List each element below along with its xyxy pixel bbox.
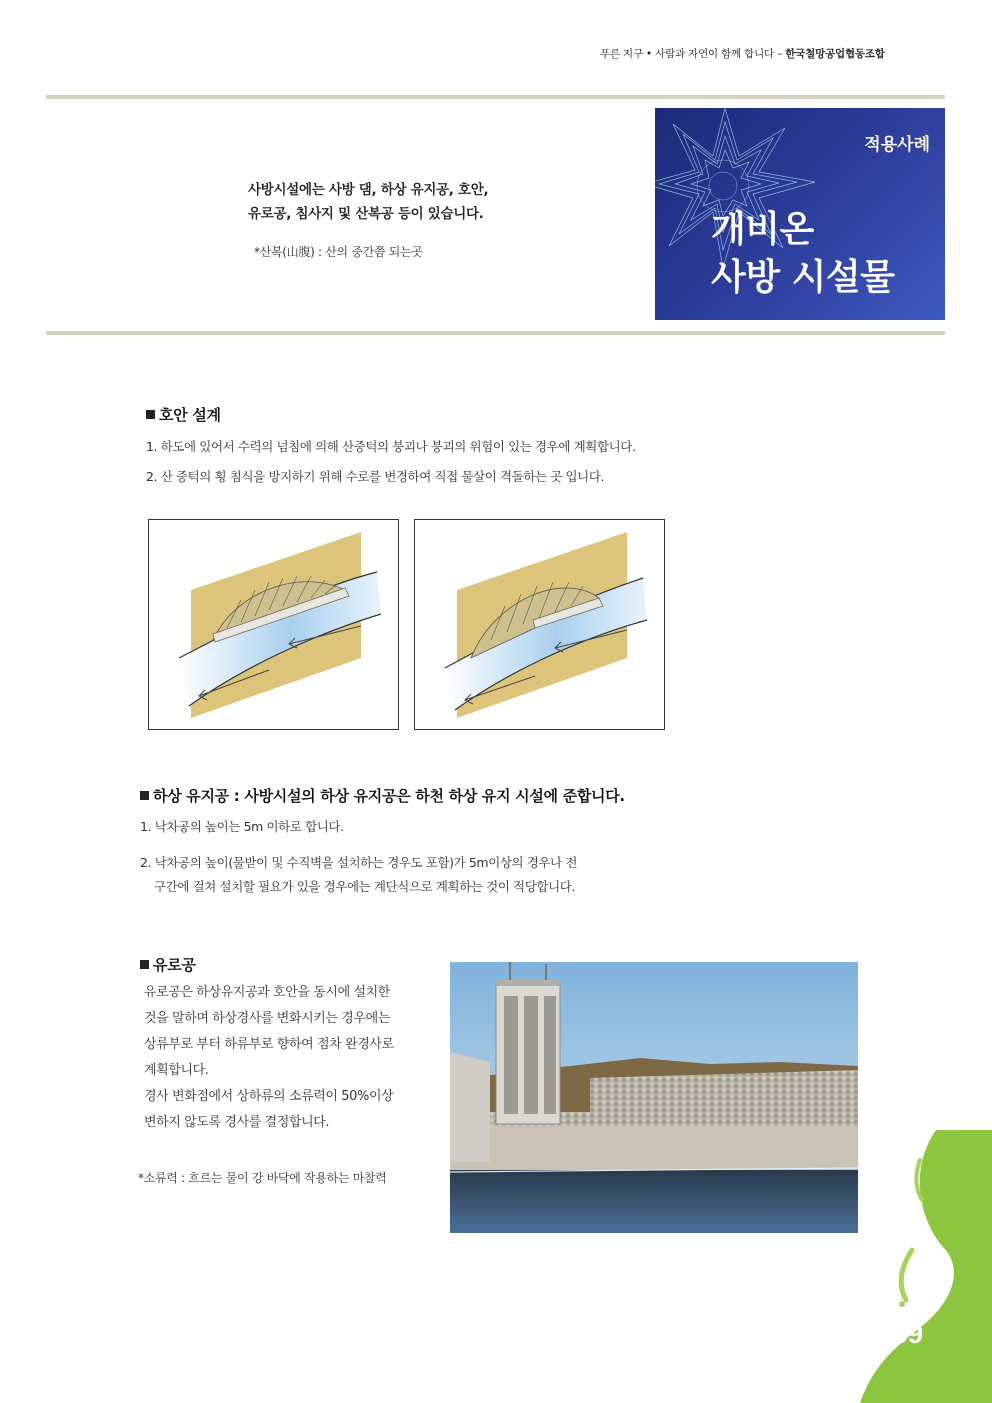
section-heading-text: 유로공 [153, 956, 196, 974]
section3-line: 계획합니다. [144, 1063, 209, 1078]
section3-line: 경사 변화점에서 상하류의 소류력이 50%이상 [144, 1089, 394, 1104]
intro-line-1: 사방시설에는 사방 댐, 하상 유지공, 호안, [248, 182, 489, 198]
section-heading-channel-works [140, 954, 196, 975]
section-heading-text: 호안 설계 [159, 406, 221, 424]
header-tagline-text: 푸른 지구 • 사람과 자연이 함께 합니다 – [600, 48, 783, 60]
bullet-square-icon [140, 791, 149, 800]
bottom-divider [46, 331, 945, 335]
page-title [711, 206, 894, 302]
title-box [655, 108, 945, 320]
leaf-decoration-icon [860, 1130, 992, 1403]
revetment-diagram-1 [148, 519, 399, 730]
section2-item-2-cont: 구간에 걸쳐 설치할 필요가 있을 경우에는 계단식으로 계획하는 것이 적당합니다. [154, 879, 576, 894]
header-tagline [600, 46, 885, 61]
section2-item-1: 1. 낙차공의 높이는 5m 이하로 합니다. [140, 819, 344, 834]
revetment-diagram-2 [414, 519, 665, 730]
intro-note: *산복(山腹) : 산의 중간쯤 되는곳 [254, 245, 423, 259]
section-heading-text: 하상 유지공 : 사방시설의 하상 유지공은 하천 하상 유지 시설에 준합니다. [153, 787, 625, 805]
section3-line: 상류부로 부터 하류부로 향하여 점차 완경사로 [144, 1037, 394, 1052]
section-heading-revetment [146, 404, 221, 425]
section3-note: *소류력 : 흐르는 물이 강 바닥에 작용하는 마찰력 [138, 1171, 387, 1185]
section3-line: 것을 말하며 하상경사를 변화시키는 경우에는 [144, 1011, 390, 1026]
section3-paragraph [144, 980, 434, 1136]
section1-item-1: 1. 하도에 있어서 수력의 넘침에 의해 산중턱의 붕괴나 붕괴의 위험이 있는 경우에 계획합니다. [146, 439, 636, 454]
gabion-site-photo [450, 962, 858, 1233]
intro-text [248, 178, 488, 226]
section1-item-2: 2. 산 중턱의 횡 침식을 방지하기 위해 수로를 변경하여 직접 물살이 격돌하는 곳 입니다. [146, 469, 605, 484]
section2-item-2: 2. 낙차공의 높이(물받이 및 수직벽을 설치하는 경우도 포함)가 5m이상의 경우나 전 [140, 855, 578, 870]
intro-line-2: 유로공, 침사지 및 산복공 등이 있습니다. [248, 206, 484, 222]
section3-line: 유로공은 하상유지공과 호안을 동시에 설치한 [144, 985, 390, 1000]
top-divider [46, 95, 945, 99]
title-tag: 적용사례 [864, 135, 930, 155]
title-line-1: 개비온 [711, 209, 814, 250]
section-heading-bed-maintenance [140, 785, 625, 806]
title-line-2: 사방 시설물 [711, 257, 895, 298]
page-number: 59 [892, 1318, 924, 1349]
bullet-square-icon [146, 410, 155, 419]
header-org: 한국철망공업협동조합 [785, 48, 885, 60]
bullet-square-icon [140, 960, 149, 969]
section3-line: 변하지 않도록 경사를 결정합니다. [144, 1115, 330, 1130]
